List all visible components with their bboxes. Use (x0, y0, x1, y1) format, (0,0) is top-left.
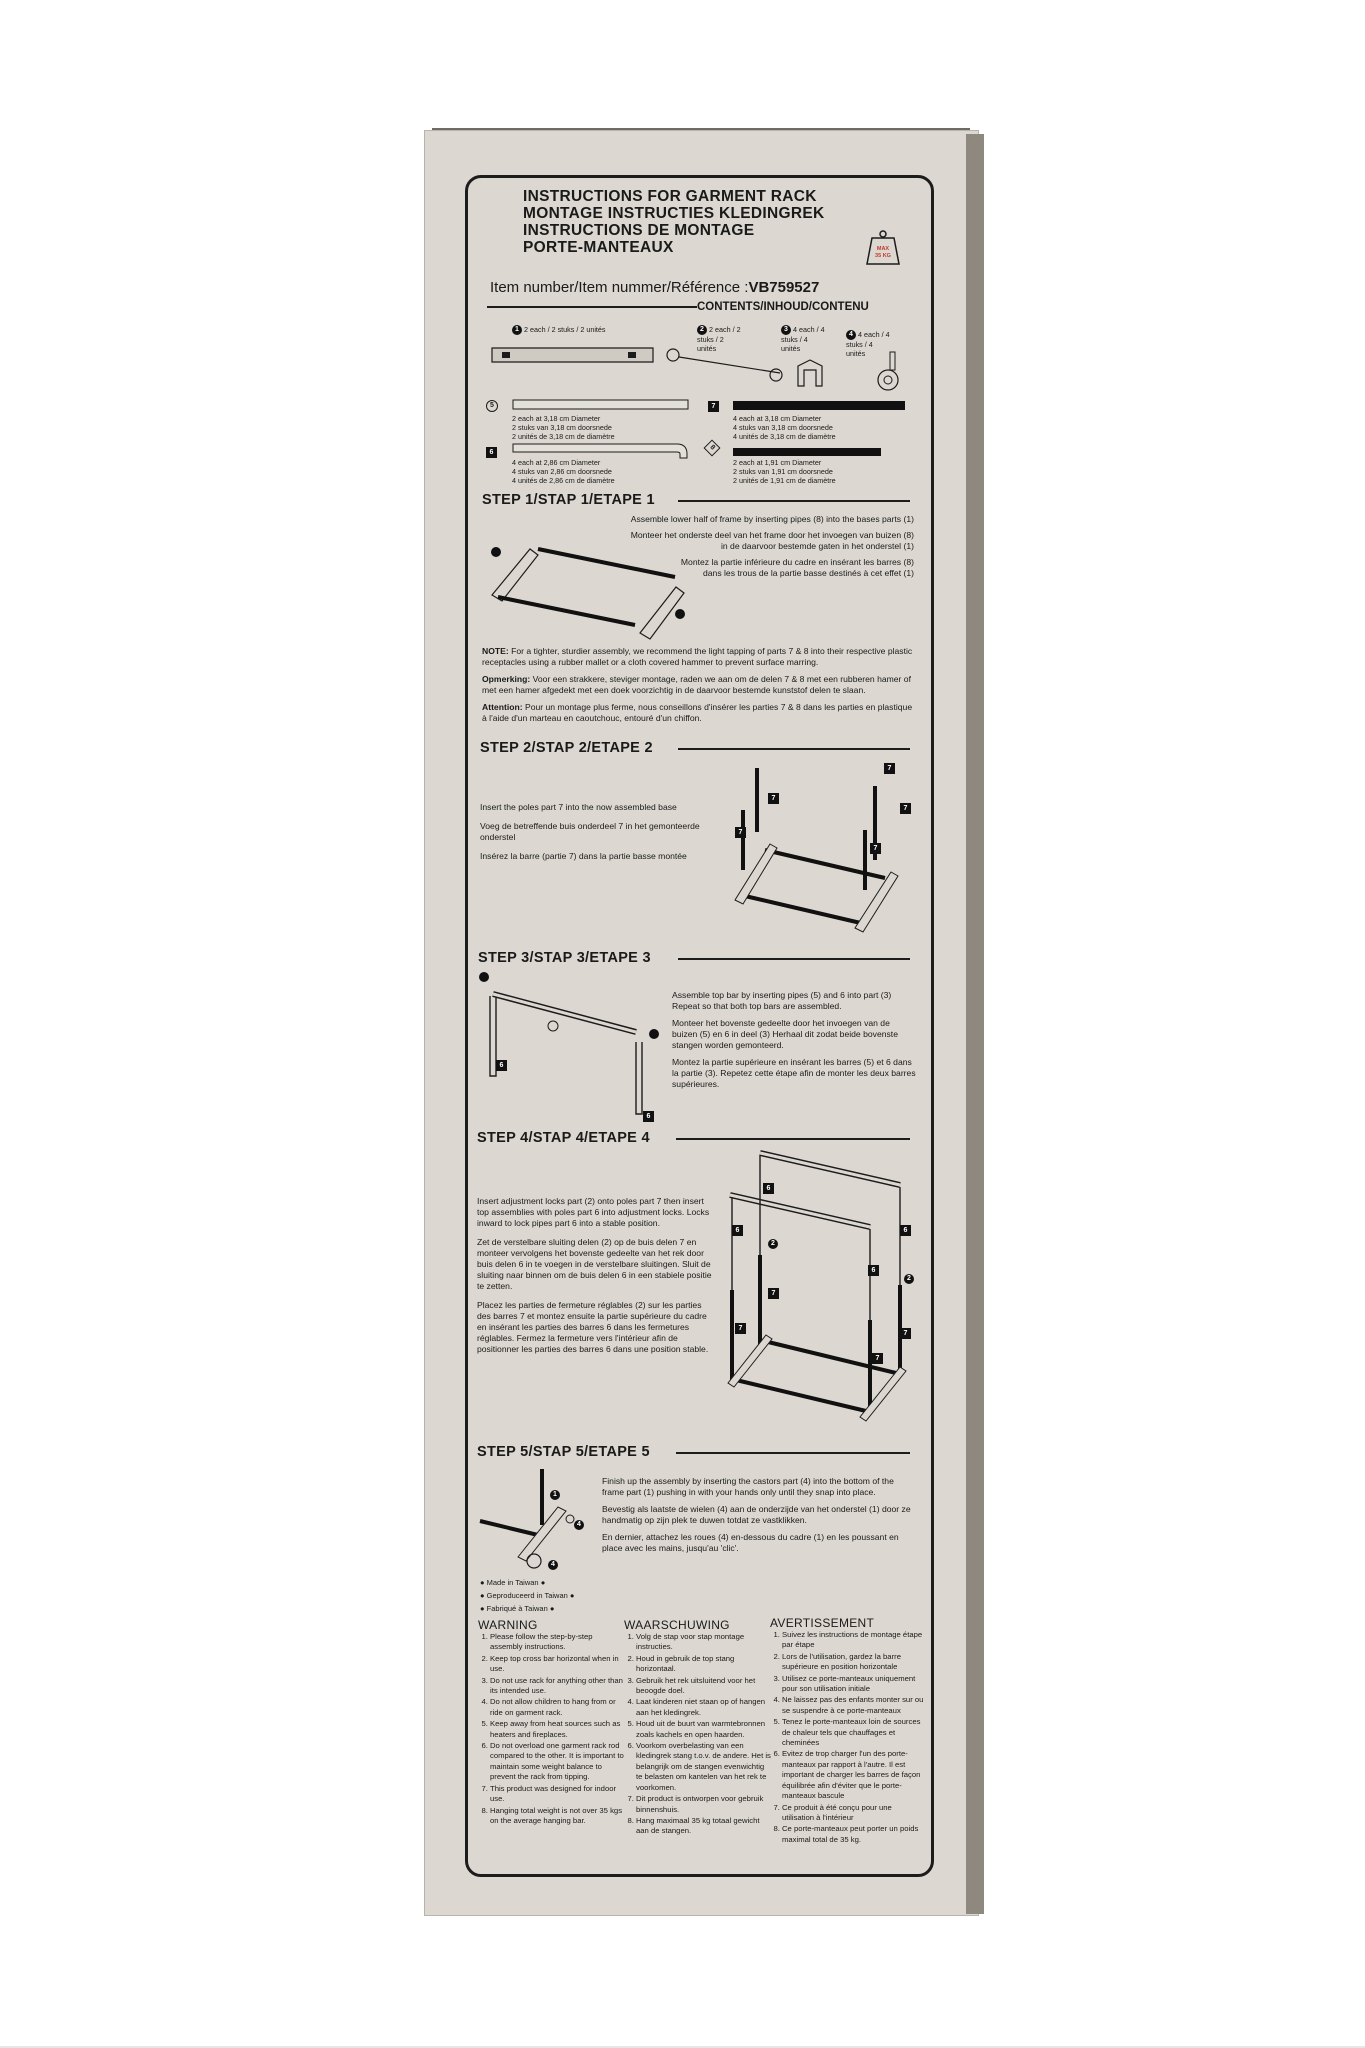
part-4-castor-drawing (876, 350, 906, 392)
part-6-desc: 4 each at 2,86 cm Diameter 4 stuks van 2,86 cm doorsnede 4 unités de 2,86 cm de diamètre (512, 458, 615, 485)
title-line-fr: INSTRUCTIONS DE MONTAGE (523, 222, 755, 239)
max-weight-label: MAX 35 KG (875, 246, 891, 259)
step-3-title: STEP 3/STAP 3/ETAPE 3 (478, 950, 651, 966)
step-5-title: STEP 5/STAP 5/ETAPE 5 (477, 1444, 650, 1460)
step-4-drawing (720, 1145, 920, 1435)
part-6-pipe-drawing (512, 440, 692, 460)
box-side-edge (966, 134, 984, 1914)
part-5-desc: 2 each at 3,18 cm Diameter 2 stuks van 3,18 cm doorsnede 2 unités de 3,18 cm de diamètre (512, 414, 615, 441)
step-3-text: Assemble top bar by inserting pipes (5) and 6 into part (3) Repeat so that both top bars are assembled. Monteer het bovenste gedeelte door het invoegen van de buizen (5) en 6 in deel (3) Herhaal dit zodat beide bovenste stangen worden gemonteerd. Montez la partie supérieure en insérant les barres (5) et 6 dans la partie (3). Repetez cette étape afin de monter les deux barres supérieures. (672, 990, 916, 1089)
part-3-qty: 3 4 each / 4 stuks / 4 unités (781, 325, 825, 354)
step-3-drawing (478, 972, 658, 1122)
part-7-desc: 4 each at 3,18 cm Diameter 4 stuks van 3,18 cm doorsnede 4 unités de 3,18 cm de diamètre (733, 414, 836, 441)
step-4-text: Insert adjustment locks part (2) onto poles part 7 then insert top assemblies with poles part 6 into adjustment locks. Locks inward to lock pipes part 6 into a stable position. Zet de verstelbare sluiting delen (2) op de buis delen 7 en monteer vervolgens het bovenste gedeelte van het rek door buis delen 6 in te voegen in de verstelbare sluitingen. Sluit de sluiting naar binnen om de buis delen 6 in een stabiele positie te zetten. Placez les parties de fermeture réglables (2) sur les parties des barres 7 et montez ensuite la partie supérieure du cadre en insérant les parties des barres 6 dans les fermetures réglables. Fermez la fermeture vers l'intérieur afin de positionner les parties des barres 6 dans une position stable. (477, 1196, 712, 1354)
warning-list-nl: 1. Volg de stap voor stap montage instructies. 2. Houd in gebruik de top stang horizontaal. 3. Gebruik het rek uitsluitend voor het beoogde doel. 4. Laat kinderen niet staan op of hangen aan het kledingrek. 5. Houd uit de buurt van warmtebronnen zoals kachels en open haarden. 6. Voorkom overbelasting van een kledingrek stang t.o.v. de andere. Het is belangrijk om de stangen evenwichtig te belasten om kantelen van het rek te voorkomen. 7. Dit product is ontworpen voor gebruik binnenshuis. 8. Hang maximaal 35 kg totaal gewicht aan de stangen. (624, 1632, 772, 1838)
part-7-pole-drawing (733, 400, 907, 412)
warning-list-en: 1. Please follow the step-by-step assembly instructions. 2. Keep top cross bar horizontal when in use. 3. Do not use rack for anything other than its intended use. 4. Do not allow children to hang from or ride on garment rack. 5. Keep away from heat sources such as heaters and fireplaces. 6. Do not overload one garment rack rod compared to the other. It is important to maintain some weight balance to prevent the rack from tipping. 7. This product was designed for indoor use. 8. Hanging total weight is not over 35 kgs on the average hanging bar. (478, 1632, 626, 1827)
title-line-nl: MONTAGE INSTRUCTIES KLEDINGREK (523, 205, 825, 222)
item-number-row (490, 279, 819, 296)
item-number-value: VB759527 (748, 279, 820, 296)
part-5-pipe-drawing (512, 398, 690, 412)
title-line-fr2: PORTE-MANTEAUX (523, 239, 674, 256)
part-1-qty: 1 2 each / 2 stuks / 2 unités (512, 325, 606, 335)
step-2-text: Insert the poles part 7 into the now assembled base Voeg de betreffende buis onderdeel 7 in het gemonteerde onderstel Insérez la barre (partie 7) dans la partie basse montée (480, 802, 700, 861)
part-7-num: 7 (708, 398, 719, 416)
warning-title-fr: AVERTISSEMENT (770, 1616, 875, 1630)
step-1-title: STEP 1/STAP 1/ETAPE 1 (482, 492, 655, 508)
item-number-label: Item number/Item nummer/Référence : (490, 279, 749, 296)
part-4-qty: 4 4 each / 4 stuks / 4 unités (846, 330, 890, 359)
part-2-lock-drawing (665, 345, 790, 385)
contents-label: CONTENTS/INHOUD/CONTENU (697, 301, 869, 313)
warning-list-fr: 1. Suivez les instructions de montage étape par étape 2. Lors de l'utilisation, gardez la barre supérieure en position horizontale 3. Utilisez ce porte-manteaux uniquement pour son utilisation initiale 4. Ne laissez pas des enfants monter sur ou se suspendre à ce porte-manteaux 5. Tenez le porte-manteaux loin de sources de chaleur tels que chauffages et cheminées 6. Evitez de trop charger l'un des porte-manteaux par rapport à l'autre. Il est important de charger les barres de façon équilibrée afin d'éviter que le porte-manteaux bascule 7. Ce produit à été conçu pour une utilisation à l'intérieur 8. Ce porte-manteaux peut porter un poids maximal total de 35 kg. (770, 1630, 924, 1846)
step-4-title: STEP 4/STAP 4/ETAPE 4 (477, 1130, 650, 1146)
part-8-desc: 2 each at 1,91 cm Diameter 2 stuks van 1,91 cm doorsnede 2 unités de 1,91 cm de diamètre (733, 458, 836, 485)
part-2-qty: 2 2 each / 2 stuks / 2 unités (697, 325, 741, 354)
part-6-num: 6 (486, 444, 497, 462)
part-5-num: 5 (486, 400, 498, 412)
part-3-elbow-drawing (796, 358, 824, 388)
warning-title-en: WARNING (478, 1618, 538, 1632)
step-5-text: Finish up the assembly by inserting the castors part (4) into the bottom of the frame part (1) pushing in with your hands only until they snap into place. Bevestig als laatste de wielen (4) aan de onderzijde van het onderstel (1) door ze handmatig op zijn plek te duwen totdat ze vastklikken. En dernier, attachez les roues (4) en-dessous du cadre (1) en les poussant en place avec les mains, jusqu'au 'clic'. (602, 1476, 911, 1553)
origin-list: ● Made in Taiwan ● ● Geproduceerd in Taiwan ● ● Fabriqué à Taiwan ● (480, 1578, 575, 1613)
main-title (523, 188, 883, 256)
step-2-title: STEP 2/STAP 2/ETAPE 2 (480, 740, 653, 756)
step-1-drawing (480, 535, 690, 635)
step-1-notes: NOTE: For a tighter, sturdier assembly, we recommend the light tapping of parts 7 & 8 into their respective plastic receptacles using a rubber mallet or a cloth covered hammer to prevent surface marring. Opmerking: Voor een strakkere, steviger montage, raden we aan om de delen 7 & 8 met een rubberen hamer of met een hamer afgedekt met een doek voorzichtig in de daarvoor bestemde kunststof delen te slaan. Attention: Pour un montage plus ferme, nous conseillons d'insérer les parties 7 & 8 dans les parties en plastique à l'aide d'un marteau en caoutchouc, entouré d'un chiffon. (482, 646, 913, 723)
warning-title-nl: WAARSCHUWING (624, 1618, 730, 1632)
part-1-base-drawing (488, 340, 658, 370)
part-8-num: 8 (706, 442, 718, 454)
step-1-text: Assemble lower half of frame by inserting pipes (8) into the bases parts (1) Monteer het onderste deel van het frame door het invoegen van buizen (8) in de daarvoor bestemde gaten in het onderstel (1) Montez la partie inférieure du cadre en insérant les barres (8) dans les trous de la partie basse destinés à cet effet (1) (630, 514, 914, 578)
step-2-drawing (715, 760, 915, 950)
title-line-en: INSTRUCTIONS FOR GARMENT RACK (523, 188, 817, 205)
